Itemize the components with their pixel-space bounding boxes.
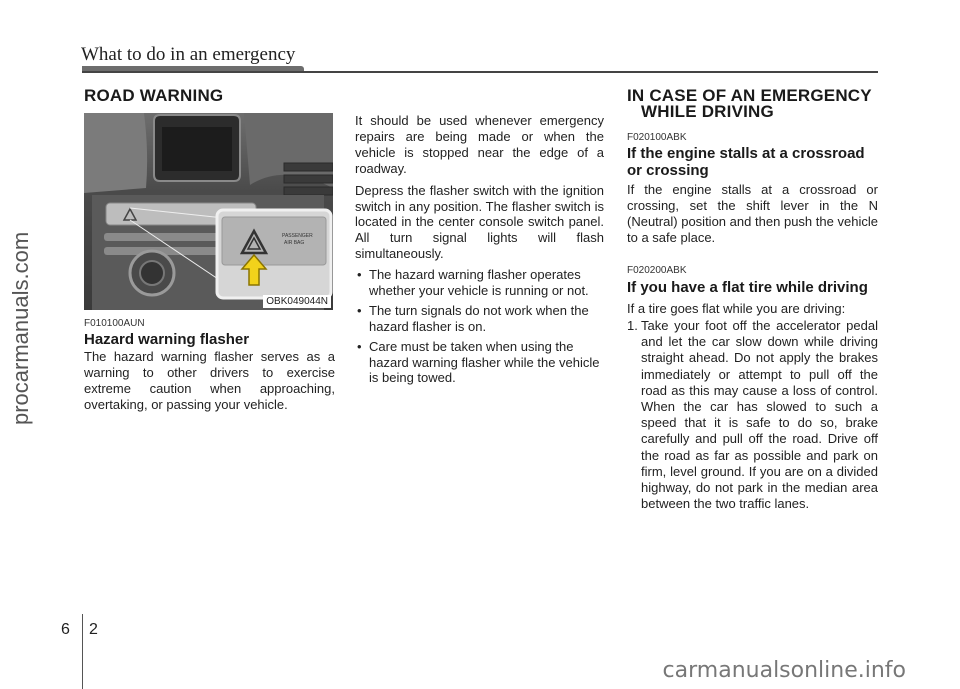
hazard-body: The hazard warning flasher serves as a warning to other drivers to exercise extreme caution when approaching, overtaking, or passing your vehicle. [84,349,335,412]
bullet-item: • The turn signals do not work when the hazard flasher is on. [355,303,604,335]
bullet-item: • The hazard warning flasher operates whether your vehicle is running or not. [355,267,604,299]
subhead-stall-1: If the engine stalls at a crossroad [627,145,865,162]
middle-paragraphs [355,113,604,268]
footer-divider [82,614,83,689]
header-title: What to do in an emergency [81,44,296,65]
page-number: 2 [89,621,98,638]
photo-caption: OBK049044N [263,295,331,308]
section-title-emergency-1: IN CASE OF AN EMERGENCY [627,86,872,105]
header-rule-thin [82,71,878,73]
side-watermark: procarmanuals.com [8,231,33,425]
inset-label-passenger: PASSENGER [282,233,313,239]
code-hazard: F010100AUN [84,318,145,329]
hazard-bullets [355,267,604,390]
stall-body: If the engine stalls at a crossroad or crossing, set the shift lever in the N (Neutral) position and then push the vehicle to a safe place. [627,182,878,245]
step-item [627,318,878,512]
section-title-emergency-2: WHILE DRIVING [641,102,774,121]
bullet-item: • Care must be taken when using the hazard warning flasher while the vehicle is being towed. [355,339,604,387]
step-text: Take your foot off the accelerator pedal and let the car slow down while driving straight ahead. Do not apply the brakes immediately or attempt to pull off the road as this may cause a loss of control. When the car has slowed to such a speed that it is safe to do so, brake carefully and pull off the road. Drive off the road as far as possible and park on firm, level ground. If you are on a divided highway, do not park in the median area between the two traffic lanes. [641,318,878,512]
subhead-flat-tire: If you have a flat tire while driving [627,279,868,296]
middle-paragraph-2: Depress the flasher switch with the ignition switch in any position. The flasher switch is located in the center console switch panel. All turn signal lights will flash simultaneously. [355,182,604,262]
chapter-number: 6 [61,621,70,638]
step-number: 1. [627,318,638,333]
flat-tire-intro: If a tire goes flat while you are driving: [627,301,846,316]
subhead-hazard-flasher: Hazard warning flasher [84,331,250,348]
code-flat-tire: F020200ABK [627,265,687,276]
middle-paragraph-1: It should be used whenever emergency repairs are being made or when the vehicle is stopped near the edge of a roadway. [355,113,604,176]
hazard-switch-photo [84,113,333,310]
bottom-watermark: carmanualsonline.info [662,658,906,683]
inset-label-airbag: AIR BAG [284,240,305,246]
section-title-road-warning: ROAD WARNING [84,86,224,105]
dashboard-illustration [84,113,333,310]
subhead-stall-2: or crossing [627,162,709,179]
code-stall: F020100ABK [627,132,687,143]
flat-tire-steps [627,318,878,512]
